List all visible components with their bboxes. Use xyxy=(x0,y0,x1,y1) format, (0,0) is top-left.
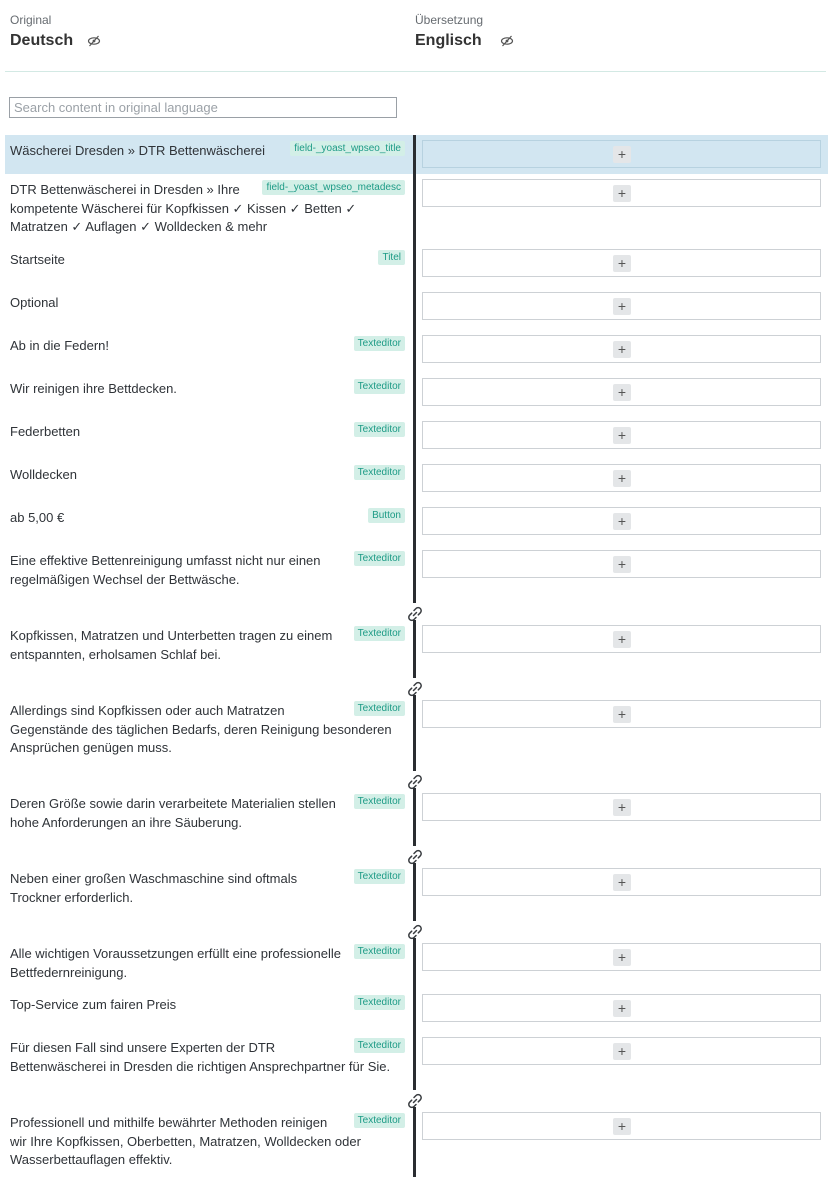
translation-field[interactable] xyxy=(422,421,821,449)
translation-header xyxy=(415,12,514,52)
translation-row xyxy=(0,788,836,863)
translation-field[interactable] xyxy=(422,1037,821,1065)
original-text: Optional xyxy=(10,295,59,310)
column-divider xyxy=(413,502,416,545)
translation-field[interactable] xyxy=(422,378,821,406)
original-text: Für diesen Fall sind unsere Experten der DTR Bettenwäscherei in Dresden die richtigen Ansprechpartner für Sie. xyxy=(10,1040,391,1074)
translation-language: Englisch xyxy=(415,32,482,49)
field-type-badge: Texteditor xyxy=(354,1113,405,1128)
translation-field[interactable] xyxy=(422,335,821,363)
translation-row xyxy=(0,695,836,788)
translation-rows xyxy=(0,135,836,1177)
add-translation-button[interactable]: + xyxy=(613,470,631,487)
translation-row xyxy=(0,620,836,695)
original-text: Federbetten xyxy=(10,424,81,439)
translation-field[interactable] xyxy=(422,700,821,728)
translation-row xyxy=(0,174,836,244)
translation-row xyxy=(0,1107,836,1177)
field-type-badge: Texteditor xyxy=(354,1038,405,1053)
translation-field[interactable] xyxy=(422,179,821,207)
add-translation-button[interactable]: + xyxy=(613,298,631,315)
original-text: Wäscherei Dresden » DTR Bettenwäscherei xyxy=(10,143,266,158)
original-text: Kopfkissen, Matratzen und Unterbetten tragen zu einem entspannten, erholsamen Schlaf bei. xyxy=(10,628,333,662)
original-label: Original xyxy=(10,13,52,27)
original-language: Deutsch xyxy=(10,32,74,49)
column-divider xyxy=(413,330,416,373)
add-translation-button[interactable]: + xyxy=(613,513,631,530)
translation-label: Übersetzung xyxy=(415,13,484,27)
translation-row xyxy=(0,287,836,330)
column-divider xyxy=(413,938,416,989)
translation-row xyxy=(0,459,836,502)
original-text: Wolldecken xyxy=(10,467,77,482)
add-translation-button[interactable]: + xyxy=(613,341,631,358)
translation-row xyxy=(0,502,836,545)
column-divider xyxy=(413,244,416,287)
original-text: Allerdings sind Kopfkissen oder auch Matratzen Gegenstände des täglichen Bedarfs, deren Reinigung besonderen Ansprüchen genügen muss. xyxy=(10,703,392,755)
field-type-badge: Texteditor xyxy=(354,336,405,351)
original-text: Alle wichtigen Voraussetzungen erfüllt eine professionelle Bettfedernreinigung. xyxy=(10,946,341,980)
translation-row xyxy=(0,244,836,287)
original-text: Top-Service zum fairen Preis xyxy=(10,997,177,1012)
column-divider xyxy=(413,459,416,502)
translation-row xyxy=(0,938,836,989)
add-translation-button[interactable]: + xyxy=(613,799,631,816)
translation-field[interactable] xyxy=(422,464,821,492)
column-divider xyxy=(413,135,416,174)
translation-field[interactable] xyxy=(422,793,821,821)
original-text: Startseite xyxy=(10,252,65,267)
field-type-badge: Titel xyxy=(378,250,405,265)
add-translation-button[interactable]: + xyxy=(613,146,631,163)
add-translation-button[interactable]: + xyxy=(613,427,631,444)
translation-row xyxy=(0,1032,836,1107)
field-type-badge: Texteditor xyxy=(354,944,405,959)
column-divider xyxy=(413,989,416,1032)
field-type-badge: Texteditor xyxy=(354,794,405,809)
original-text: DTR Bettenwäscherei in Dresden » Ihre kompetente Wäscherei für Kopfkissen ✓ Kissen ✓ Betten ✓ Matratzen ✓ Auflagen ✓ Wolldecken & mehr xyxy=(10,182,357,234)
field-type-badge: Texteditor xyxy=(354,701,405,716)
field-type-badge: Texteditor xyxy=(354,465,405,480)
original-text: ab 5,00 € xyxy=(10,510,65,525)
translation-field[interactable] xyxy=(422,292,821,320)
add-translation-button[interactable]: + xyxy=(613,384,631,401)
translation-row xyxy=(0,135,836,174)
add-translation-button[interactable]: + xyxy=(613,874,631,891)
original-text: Eine effektive Bettenreinigung umfasst nicht nur einen regelmäßigen Wechsel der Bettwäsche. xyxy=(10,553,321,587)
field-type-badge: field-_yoast_wpseo_title xyxy=(290,141,405,156)
field-type-badge: field-_yoast_wpseo_metadesc xyxy=(262,180,405,195)
translation-field[interactable] xyxy=(422,994,821,1022)
translation-field[interactable] xyxy=(422,507,821,535)
translation-row xyxy=(0,863,836,938)
original-text: Deren Größe sowie darin verarbeitete Materialien stellen hohe Anforderungen an ihre Säuberung. xyxy=(10,796,336,830)
eye-slash-icon[interactable] xyxy=(500,35,514,47)
field-type-badge: Texteditor xyxy=(354,379,405,394)
translation-field[interactable] xyxy=(422,140,821,168)
field-type-badge: Texteditor xyxy=(354,869,405,884)
add-translation-button[interactable]: + xyxy=(613,949,631,966)
column-divider xyxy=(413,174,416,244)
translation-row xyxy=(0,330,836,373)
column-divider xyxy=(413,287,416,330)
column-divider xyxy=(413,416,416,459)
add-translation-button[interactable]: + xyxy=(613,1118,631,1135)
translation-field[interactable] xyxy=(422,625,821,653)
translation-field[interactable] xyxy=(422,943,821,971)
translation-field[interactable] xyxy=(422,868,821,896)
add-translation-button[interactable]: + xyxy=(613,1000,631,1017)
translation-row xyxy=(0,416,836,459)
field-type-badge: Texteditor xyxy=(354,626,405,641)
original-text: Professionell und mithilfe bewährter Methoden reinigen wir Ihre Kopfkissen, Oberbetten, Matratzen, Wolldecken oder Wasserbettauflagen effektiv. xyxy=(10,1115,361,1167)
translation-row xyxy=(0,545,836,620)
add-translation-button[interactable]: + xyxy=(613,255,631,272)
add-translation-button[interactable]: + xyxy=(613,1043,631,1060)
column-divider xyxy=(413,1107,416,1177)
add-translation-button[interactable]: + xyxy=(613,631,631,648)
field-type-badge: Texteditor xyxy=(354,551,405,566)
translation-field[interactable] xyxy=(422,249,821,277)
column-divider xyxy=(413,373,416,416)
translation-row xyxy=(0,373,836,416)
field-type-badge: Button xyxy=(368,508,405,523)
translation-field[interactable] xyxy=(422,550,821,578)
search-input[interactable] xyxy=(9,97,397,118)
field-type-badge: Texteditor xyxy=(354,995,405,1010)
eye-slash-icon[interactable] xyxy=(87,35,101,47)
field-type-badge: Texteditor xyxy=(354,422,405,437)
original-text: Neben einer großen Waschmaschine sind oftmals Trockner erforderlich. xyxy=(10,871,298,905)
original-header xyxy=(10,12,101,52)
add-translation-button[interactable]: + xyxy=(613,185,631,202)
translation-field[interactable] xyxy=(422,1112,821,1140)
original-text: Ab in die Federn! xyxy=(10,338,110,353)
header-divider xyxy=(5,71,826,72)
original-text: Wir reinigen ihre Bettdecken. xyxy=(10,381,177,396)
add-translation-button[interactable]: + xyxy=(613,706,631,723)
add-translation-button[interactable]: + xyxy=(613,556,631,573)
translation-row xyxy=(0,989,836,1032)
